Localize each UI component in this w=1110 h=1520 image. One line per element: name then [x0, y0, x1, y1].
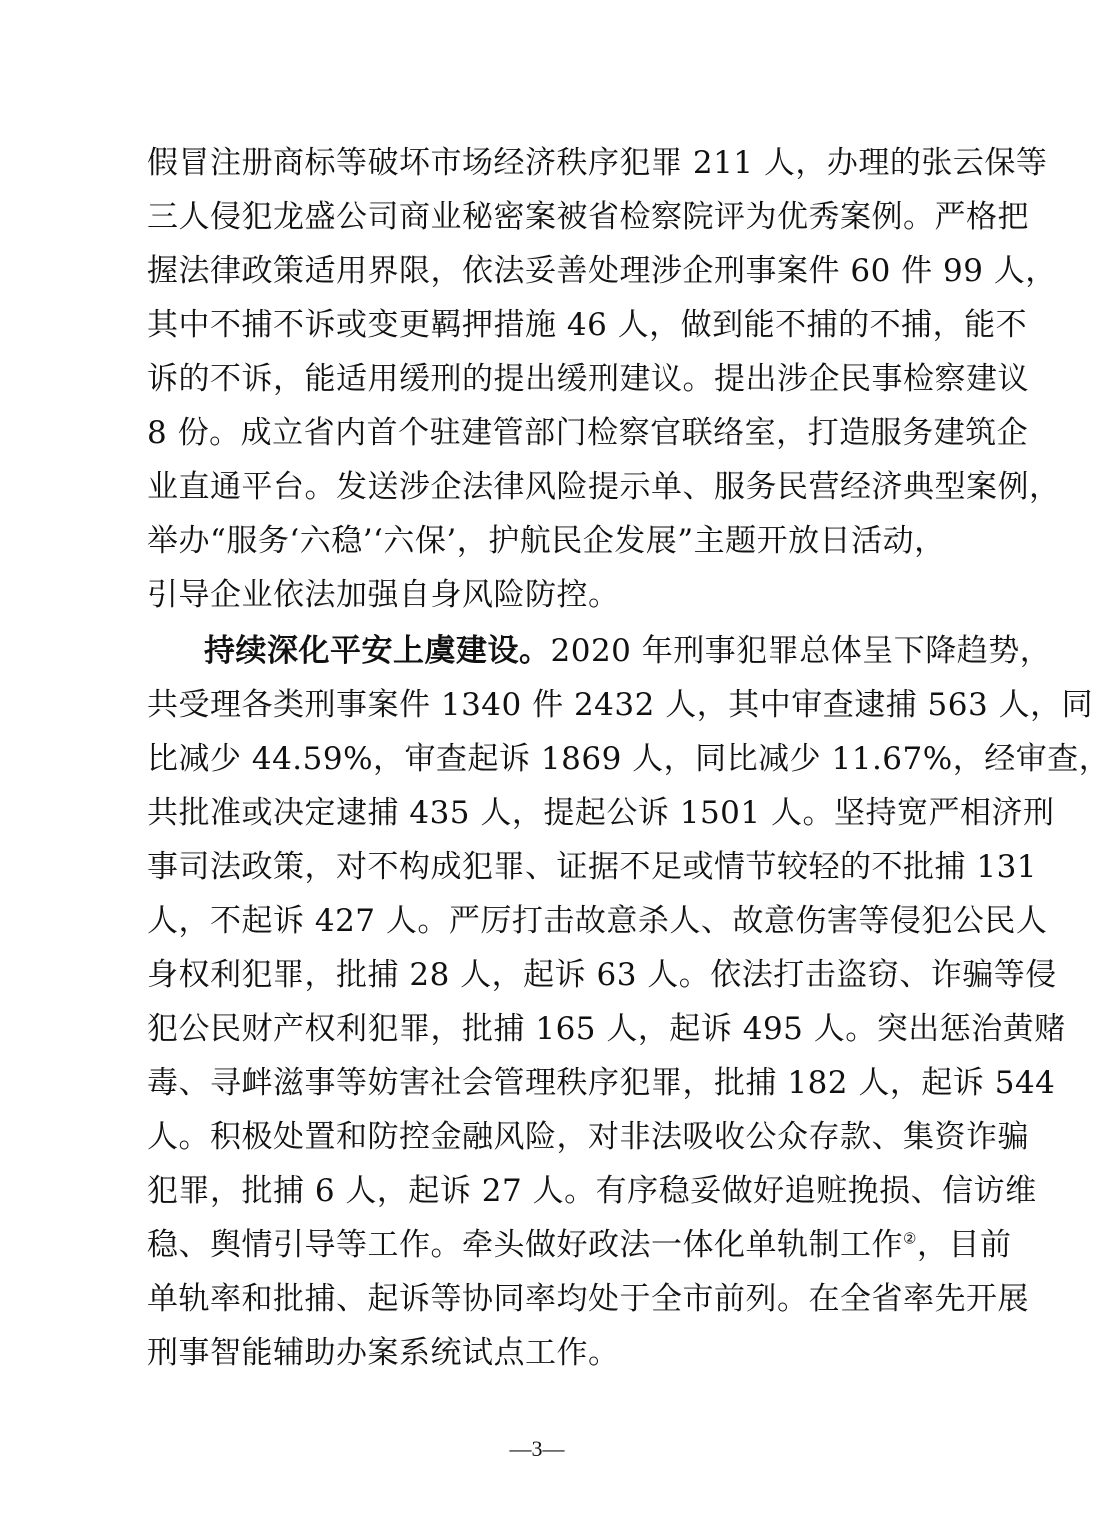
paragraph-1-line-6: 8 份。成立省内首个驻建管部门检察官联络室，打造服务建筑企: [147, 415, 1029, 451]
paragraph-2-line-6: 人，不起诉 427 人。严厉打击故意杀人、故意伤害等侵犯公民人: [147, 903, 1048, 939]
page-number: —3—: [509, 1436, 565, 1461]
paragraph-2-line-14: 刑事智能辅助办案系统试点工作。: [147, 1335, 620, 1371]
paragraph-2-line-12: [147, 1218, 1012, 1272]
paragraph-2-line-1: [204, 624, 1052, 678]
paragraph-2-line-1-text: 2020 年刑事犯罪总体呈下降趋势，: [550, 633, 1052, 669]
paragraph-1-line-8: 举办“服务‘六稳’‘六保’，护航民企发展”主题开放日活动，: [147, 523, 946, 559]
paragraph-2-line-8: 犯公民财产权利犯罪，批捕 165 人，起诉 495 人。突出惩治黄赌: [147, 1011, 1066, 1047]
paragraph-1-line-7: 业直通平台。发送涉企法律风险提示单、服务民营经济典型案例，: [147, 469, 1061, 505]
paragraph-2-line-11: 犯罪，批捕 6 人，起诉 27 人。有序稳妥做好追赃挽损、信访维: [147, 1173, 1037, 1209]
paragraph-2-line-2: 共受理各类刑事案件 1340 件 2432 人，其中审查逮捕 563 人，同: [147, 687, 1094, 723]
footnote-line-text-after: ，目前: [916, 1227, 1012, 1263]
paragraph-2-line-7: 身权利犯罪，批捕 28 人，起诉 63 人。依法打击盗窃、诈骗等侵: [147, 957, 1057, 993]
paragraph-1-line-2: 三人侵犯龙盛公司商业秘密案被省检察院评为优秀案例。严格把: [147, 199, 1029, 235]
paragraph-2-line-3: 比减少 44.59%，审查起诉 1869 人，同比减少 11.67%，经审查，: [147, 741, 1110, 777]
paragraph-2-line-13: 单轨率和批捕、起诉等协同率均处于全市前列。在全省率先开展: [147, 1281, 1029, 1317]
footnote-line-text-before: 稳、舆情引导等工作。牵头做好政法一体化单轨制工作: [147, 1227, 903, 1263]
paragraph-2-line-4: 共批准或决定逮捕 435 人，提起公诉 1501 人。坚持宽严相济刑: [147, 795, 1055, 831]
footnote-marker[interactable]: ②: [903, 1229, 917, 1248]
section-heading: 持续深化平安上虞建设。: [204, 633, 551, 669]
paragraph-2-line-10: 人。积极处置和防控金融风险，对非法吸收公众存款、集资诈骗: [147, 1119, 1029, 1155]
paragraph-1-line-3: 握法律政策适用界限，依法妥善处理涉企刑事案件 60 件 99 人，: [147, 253, 1057, 289]
paragraph-1-line-5: 诉的不诉，能适用缓刑的提出缓刑建议。提出涉企民事检察建议: [147, 361, 1029, 397]
paragraph-1-line-4: 其中不捕不诉或变更羁押措施 46 人，做到能不捕的不捕，能不: [147, 307, 1028, 343]
paragraph-1-line-1: 假冒注册商标等破坏市场经济秩序犯罪 211 人，办理的张云保等: [147, 145, 1048, 181]
paragraph-2-line-5: 事司法政策，对不构成犯罪、证据不足或情节较轻的不批捕 131: [147, 849, 1038, 885]
paragraph-1-line-9: 引导企业依法加强自身风险防控。: [147, 577, 620, 613]
paragraph-2-line-9: 毒、寻衅滋事等妨害社会管理秩序犯罪，批捕 182 人，起诉 544: [147, 1065, 1056, 1101]
